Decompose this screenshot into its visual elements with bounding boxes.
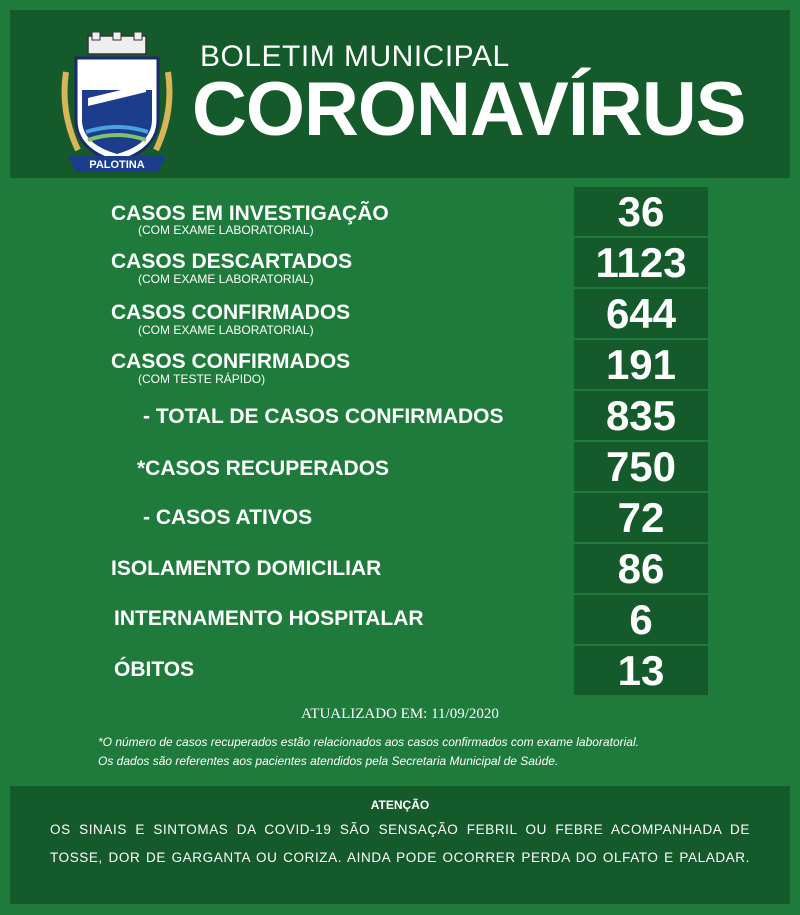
stat-row-ativos [0,493,800,543]
stat-value: 644 [574,289,708,338]
header-panel [10,10,790,178]
stat-label: - TOTAL DE CASOS CONFIRMADOS [143,405,504,428]
stat-label: *CASOS RECUPERADOS [137,457,390,480]
stat-sublabel: (COM EXAME LABORATORIAL) [138,272,314,286]
updated-date: ATUALIZADO EM: 11/09/2020 [301,706,499,722]
stat-row-isolamento [0,544,800,594]
footnote: Os dados são referentes aos pacientes atendidos pela Secretaria Municipal de Saúde. [98,754,559,768]
attention-panel [10,786,790,904]
subtitle: BOLETIM MUNICIPAL [200,40,510,73]
stat-value: 191 [574,340,708,389]
palotina-crest-logo [58,32,176,177]
stat-value: 750 [574,442,708,491]
stat-sublabel: (COM TESTE RÁPIDO) [138,372,266,386]
stat-label: INTERNAMENTO HOSPITALAR [114,607,424,630]
stat-value: 6 [574,595,708,644]
footnote: *O número de casos recuperados estão relacionados aos casos confirmados com exame laboratorial. [98,735,639,749]
stat-row-total-confirmados [0,391,800,441]
stat-value: 86 [574,544,708,593]
stat-label: CASOS EM INVESTIGAÇÃO [111,202,389,225]
stat-row-investigacao [0,187,800,237]
stat-row-descartados [0,238,800,288]
page-title: CORONAVÍRUS [192,67,746,152]
stat-label: CASOS CONFIRMADOS [111,301,351,324]
stat-row-confirmados-lab [0,289,800,339]
attention-title: ATENÇÃO [370,798,430,812]
stat-sublabel: (COM EXAME LABORATORIAL) [138,223,314,237]
stat-label: CASOS CONFIRMADOS [111,350,351,373]
stat-row-obitos [0,646,800,696]
stat-value: 1123 [574,238,708,287]
stat-label: ÓBITOS [114,658,195,681]
stat-label: - CASOS ATIVOS [143,506,313,529]
stat-value: 72 [574,493,708,542]
stat-value: 36 [574,187,708,236]
attention-text-line: TOSSE, DOR DE GARGANTA OU CORIZA. AINDA PODE OCORRER PERDA DO OLFATO E PALADAR. [50,850,750,865]
stat-row-recuperados [0,442,800,492]
stat-value: 13 [574,646,708,695]
stat-row-internamento [0,595,800,645]
attention-text-line: OS SINAIS E SINTOMAS DA COVID-19 SÃO SENSAÇÃO FEBRIL OU FEBRE ACOMPANHADA DE [50,822,750,837]
stat-row-confirmados-rapido [0,340,800,390]
stat-sublabel: (COM EXAME LABORATORIAL) [138,323,314,337]
stat-label: ISOLAMENTO DOMICILIAR [111,557,382,580]
stat-value: 835 [574,391,708,440]
stat-label: CASOS DESCARTADOS [111,250,353,273]
crest-name: PALOTINA [89,159,145,171]
